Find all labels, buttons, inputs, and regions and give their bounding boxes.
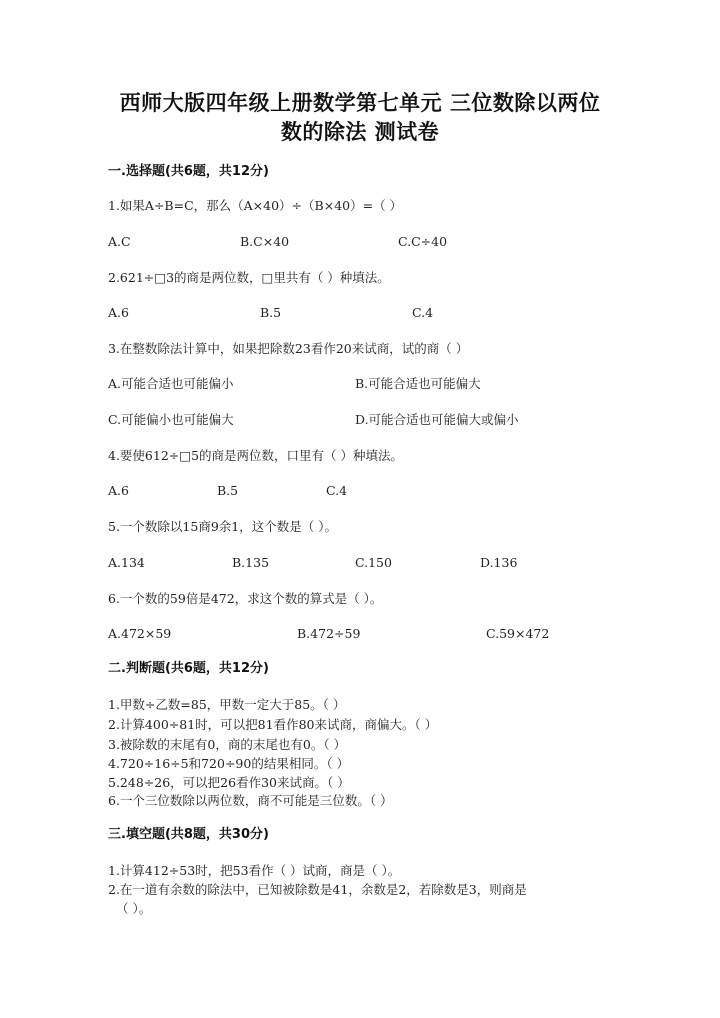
tf-item-3: 3.被除数的末尾有0，商的末尾也有0。（ ） [108, 737, 347, 752]
question-3: 3.在整数除法计算中，如果把除数23看作20来试商，试的商（ ） [108, 341, 469, 356]
q2-option-c: C.4 [412, 305, 434, 320]
q2-option-b: B.5 [260, 305, 282, 320]
question-1: 1.如果A÷B=C，那么（A×40）÷（B×40）=（ ） [108, 198, 403, 213]
q6-option-c: C.59×472 [486, 626, 550, 641]
q1-option-a: A.C [108, 234, 131, 249]
q4-option-a: A.6 [108, 483, 129, 498]
tf-item-6: 6.一个三位数除以两位数，商不可能是三位数。（ ） [108, 793, 393, 808]
q1-option-c: C.C÷40 [398, 234, 448, 249]
page-title-line1: 西师大版四年级上册数学第七单元 三位数除以两位 [119, 91, 601, 115]
q5-option-d: D.136 [480, 555, 518, 570]
question-2: 2.621÷□3的商是两位数，□里共有（ ）种填法。 [108, 270, 390, 285]
question-5: 5.一个数除以15商9余1，这个数是（ ）。 [108, 519, 337, 534]
q5-option-b: B.135 [232, 555, 270, 570]
section-heading-fill-blank: 三.填空题(共8题，共30分) [108, 827, 269, 842]
page-title-line2: 数的除法 测试卷 [280, 120, 440, 144]
q1-option-b: B.C×40 [240, 234, 290, 249]
section-heading-multiple-choice: 一.选择题(共6题，共12分) [108, 164, 269, 179]
q3-option-d: D.可能合适也可能偏大或偏小 [355, 412, 519, 427]
fill-item-2-continued: （ ）。 [116, 901, 152, 916]
fill-item-2: 2.在一道有余数的除法中，已知被除数是41，余数是2，若除数是3，则商是 [108, 882, 527, 897]
tf-item-2: 2.计算400÷81时，可以把81看作80来试商，商偏大。（ ） [108, 717, 438, 732]
tf-item-4: 4.720÷16÷5和720÷90的结果相同。（ ） [108, 756, 350, 771]
q4-option-c: C.4 [326, 483, 348, 498]
section-heading-true-false: 二.判断题(共6题，共12分) [108, 661, 269, 676]
fill-item-1: 1.计算412÷53时，把53看作（ ）试商，商是（ ）。 [108, 863, 401, 878]
q4-option-b: B.5 [217, 483, 239, 498]
q2-option-a: A.6 [108, 305, 129, 320]
tf-item-5: 5.248÷26，可以把26看作30来试商。（ ） [108, 775, 350, 790]
q5-option-c: C.150 [355, 555, 392, 570]
q5-option-a: A.134 [108, 555, 145, 570]
q6-option-b: B.472÷59 [297, 626, 361, 641]
q3-option-b: B.可能合适也可能偏大 [355, 376, 481, 391]
tf-item-1: 1.甲数÷乙数=85，甲数一定大于85。（ ） [108, 697, 346, 712]
q3-option-a: A.可能合适也可能偏小 [108, 376, 234, 391]
question-4: 4.要使612÷□5的商是两位数，口里有（ ）种填法。 [108, 448, 403, 463]
q6-option-a: A.472×59 [108, 626, 172, 641]
q3-option-c: C.可能偏小也可能偏大 [108, 412, 234, 427]
question-6: 6.一个数的59倍是472，求这个数的算式是（ ）。 [108, 591, 383, 606]
